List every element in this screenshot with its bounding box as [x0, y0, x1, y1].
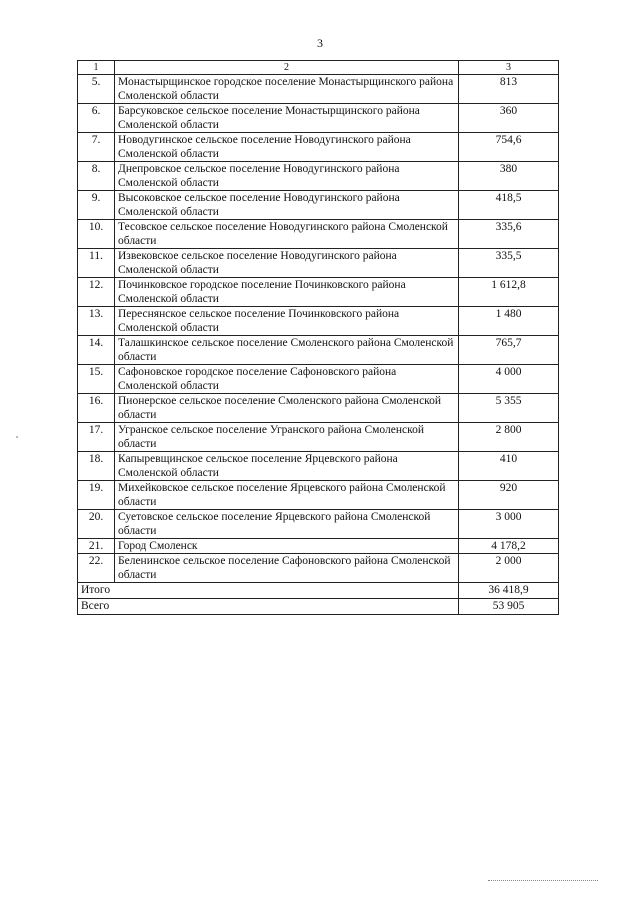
allocation-table — [77, 60, 559, 615]
row-number: 8. — [78, 162, 115, 191]
row-value: 4 178,2 — [459, 539, 559, 554]
row-name: Монастырщинское городское поселение Монастырщинского района Смоленской области — [115, 75, 459, 104]
table-row — [78, 191, 559, 220]
header-cell-name: 2 — [115, 61, 459, 75]
table-row — [78, 452, 559, 481]
table-row — [78, 278, 559, 307]
row-name: Капыревщинское сельское поселение Ярцевского района Смоленской области — [115, 452, 459, 481]
row-number: 17. — [78, 423, 115, 452]
row-value: 765,7 — [459, 336, 559, 365]
row-value: 410 — [459, 452, 559, 481]
row-name: Михейковское сельское поселение Ярцевского района Смоленской области — [115, 481, 459, 510]
table-row — [78, 510, 559, 539]
row-name: Пионерское сельское поселение Смоленского района Смоленской области — [115, 394, 459, 423]
row-value: 754,6 — [459, 133, 559, 162]
row-value: 4 000 — [459, 365, 559, 394]
footer-stamp-line — [488, 880, 598, 882]
margin-mark — [16, 436, 18, 438]
row-name: Переснянское сельское поселение Починковского района Смоленской области — [115, 307, 459, 336]
row-number: 21. — [78, 539, 115, 554]
row-value: 418,5 — [459, 191, 559, 220]
row-number: 18. — [78, 452, 115, 481]
row-name: Барсуковское сельское поселение Монастырщинского района Смоленской области — [115, 104, 459, 133]
row-number: 12. — [78, 278, 115, 307]
table-row — [78, 104, 559, 133]
row-value: 335,5 — [459, 249, 559, 278]
row-number: 6. — [78, 104, 115, 133]
row-number: 11. — [78, 249, 115, 278]
row-value: 335,6 — [459, 220, 559, 249]
table-row — [78, 162, 559, 191]
row-name: Высоковское сельское поселение Новодугинского района Смоленской области — [115, 191, 459, 220]
table-row — [78, 249, 559, 278]
row-name: Суетовское сельское поселение Ярцевского района Смоленской области — [115, 510, 459, 539]
row-number: 7. — [78, 133, 115, 162]
row-name: Талашкинское сельское поселение Смоленского района Смоленской области — [115, 336, 459, 365]
row-value: 5 355 — [459, 394, 559, 423]
row-value: 360 — [459, 104, 559, 133]
row-name: Угранское сельское поселение Угранского района Смоленской области — [115, 423, 459, 452]
row-value: 1 480 — [459, 307, 559, 336]
row-value: 380 — [459, 162, 559, 191]
row-number: 19. — [78, 481, 115, 510]
row-value: 3 000 — [459, 510, 559, 539]
table-row — [78, 133, 559, 162]
row-name: Город Смоленск — [115, 539, 459, 554]
row-name: Сафоновское городское поселение Сафоновского района Смоленской области — [115, 365, 459, 394]
row-number: 15. — [78, 365, 115, 394]
table-row — [78, 423, 559, 452]
table-row — [78, 220, 559, 249]
row-value: 2 800 — [459, 423, 559, 452]
table-row — [78, 394, 559, 423]
row-name: Извековское сельское поселение Новодугинского района Смоленской области — [115, 249, 459, 278]
row-number: 16. — [78, 394, 115, 423]
table-row — [78, 481, 559, 510]
header-cell-value: 3 — [459, 61, 559, 75]
row-name: Новодугинское сельское поселение Новодугинского района Смоленской области — [115, 133, 459, 162]
table-header-row — [78, 61, 559, 75]
table-row — [78, 539, 559, 554]
row-name: Беленинское сельское поселение Сафоновского района Смоленской области — [115, 554, 459, 583]
total-row — [78, 599, 559, 615]
total-label: Всего — [78, 599, 459, 615]
row-value: 2 000 — [459, 554, 559, 583]
row-number: 13. — [78, 307, 115, 336]
table-row — [78, 365, 559, 394]
row-value: 920 — [459, 481, 559, 510]
row-name: Днепровское сельское поселение Новодугинского района Смоленской области — [115, 162, 459, 191]
table-row — [78, 307, 559, 336]
header-cell-number: 1 — [78, 61, 115, 75]
row-number: 9. — [78, 191, 115, 220]
table-row — [78, 554, 559, 583]
row-number: 14. — [78, 336, 115, 365]
row-name: Починковское городское поселение Починковского района Смоленской области — [115, 278, 459, 307]
row-name: Тесовское сельское поселение Новодугинского района Смоленской области — [115, 220, 459, 249]
page-number: 3 — [317, 36, 323, 50]
row-number: 22. — [78, 554, 115, 583]
table-row — [78, 336, 559, 365]
total-value: 53 905 — [459, 599, 559, 615]
row-number: 5. — [78, 75, 115, 104]
row-value: 1 612,8 — [459, 278, 559, 307]
total-value: 36 418,9 — [459, 583, 559, 599]
row-value: 813 — [459, 75, 559, 104]
table-row — [78, 75, 559, 104]
row-number: 20. — [78, 510, 115, 539]
row-number: 10. — [78, 220, 115, 249]
total-label: Итого — [78, 583, 459, 599]
total-row — [78, 583, 559, 599]
